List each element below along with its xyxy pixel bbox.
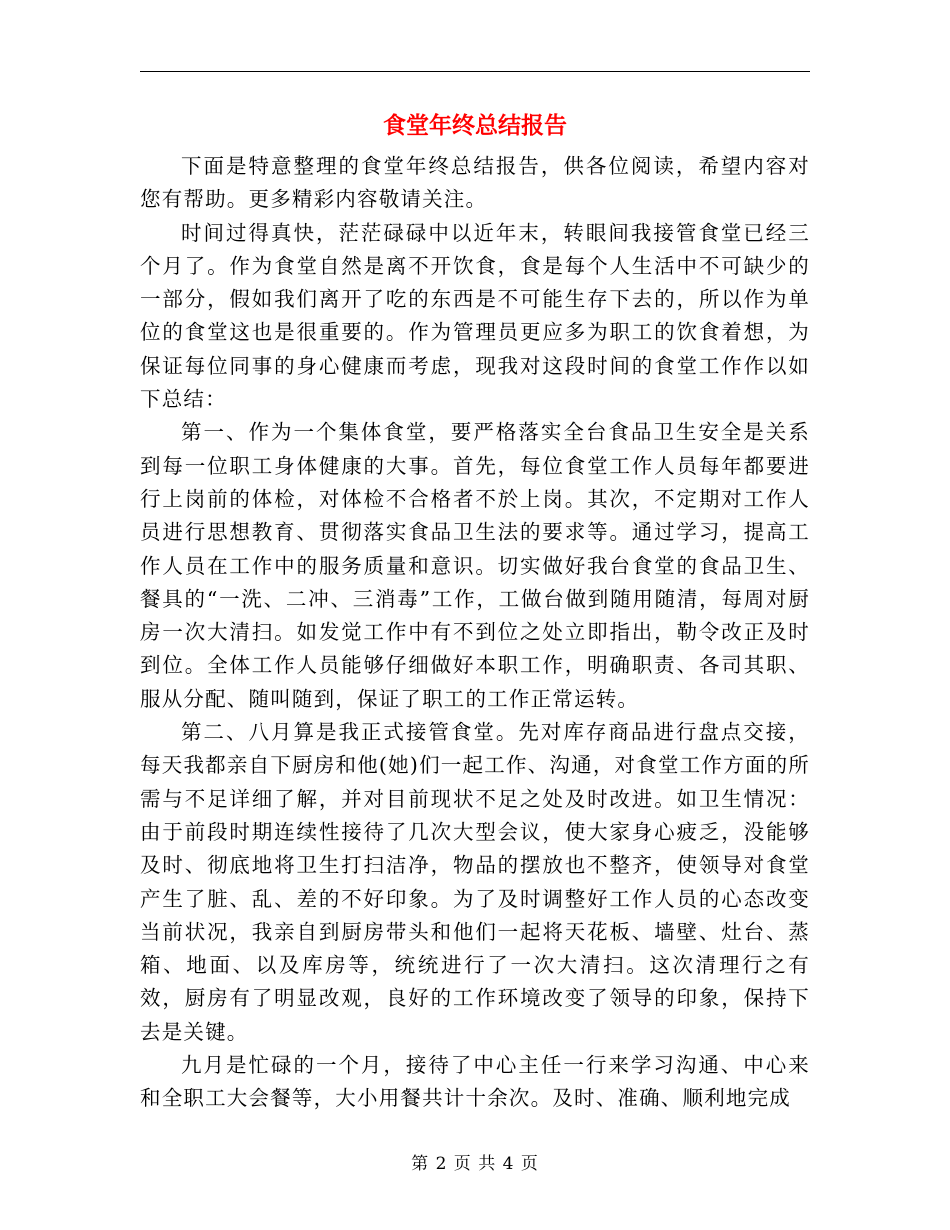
document-body [140, 150, 810, 1116]
paragraph-intro: 下面是特意整理的食堂年终总结报告，供各位阅读，希望内容对您有帮助。更多精彩内容敬请关注。 [140, 154, 810, 212]
page-number: 第 2 页 共 4 页 [411, 1154, 539, 1174]
paragraph-overview: 时间过得真快，茫茫碌碌中以近年末，转眼间我接管食堂已经三个月了。作为食堂自然是离不开饮食，食是每个人生活中不可缺少的一部分，假如我们离开了吃的东西是不可能生存下去的，所以作为单位的食堂这也是很重要的。作为管理员更应多为职工的饮食着想，为保证每位同事的身心健康而考虑，现我对这段时间的食堂工作作以如下总结： [140, 220, 810, 412]
paragraph-september: 九月是忙碌的一个月，接待了中心主任一行来学习沟通、中心来和全职工大会餐等，大小用餐共计十余次。及时、准确、顺利地完成 [140, 1053, 810, 1111]
paragraph-point-two: 第二、八月算是我正式接管食堂。先对库存商品进行盘点交接，每天我都亲自下厨房和他(她)们一起工作、沟通，对食堂工作方面的所需与不足详细了解，并对目前现状不足之处及时改进。如卫生情况：由于前段时期连续性接待了几次大型会议，使大家身心疲乏，没能够及时、彻底地将卫生打扫洁净，物品的摆放也不整齐，使领导对食堂产生了脏、乱、差的不好印象。为了及时调整好工作人员的心态改变当前状况，我亲自到厨房带头和他们一起将天花板、墙壁、灶台、蒸箱、地面、以及库房等，统统进行了一次大清扫。这次清理行之有效，厨房有了明显改观，良好的工作环境改变了领导的印象，保持下去是关键。 [140, 720, 810, 1044]
paragraph-point-one: 第一、作为一个集体食堂，要严格落实全台食品卫生安全是关系到每一位职工身体健康的大事。首先，每位食堂工作人员每年都要进行上岗前的体检，对体检不合格者不於上岗。其次，不定期对工作人员进行思想教育、贯彻落实食品卫生法的要求等。通过学习，提高工作人员在工作中的服务质量和意识。切实做好我台食堂的食品卫生、餐具的“一洗、二冲、三消毒”工作，工做台做到随用随清，每周对厨房一次大清扫。如发觉工作中有不到位之处立即指出，勒令改正及时到位。全体工作人员能够仔细做好本职工作，明确职责、各司其职、服从分配、随叫随到，保证了职工的工作正常运转。 [140, 420, 810, 711]
header-rule [140, 71, 810, 72]
document-title: 食堂年终总结报告 [383, 112, 567, 139]
